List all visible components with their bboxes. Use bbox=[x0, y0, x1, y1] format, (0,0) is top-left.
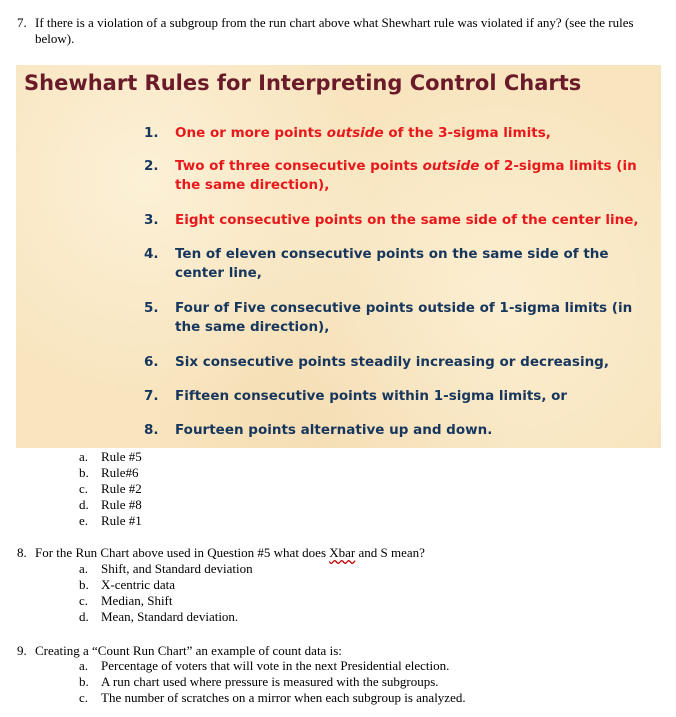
option-text: Mean, Standard deviation. bbox=[101, 609, 239, 624]
answer-option[interactable] bbox=[79, 674, 466, 690]
question-8-options bbox=[79, 561, 253, 625]
rule-number: 7. bbox=[144, 388, 159, 404]
rule-text: Six consecutive points steadily increasing or decreasing, bbox=[175, 354, 609, 370]
option-letter: b. bbox=[79, 577, 89, 592]
option-text: Rule#6 bbox=[101, 465, 139, 480]
rule-text: Eight consecutive points on the same side of the center line, bbox=[175, 212, 639, 228]
answer-option[interactable] bbox=[79, 497, 142, 513]
question-7-options bbox=[79, 449, 142, 529]
rule-text-part: of 2-sigma limits (in the same direction), bbox=[175, 158, 637, 193]
option-text: Rule #2 bbox=[101, 481, 142, 496]
rule-text: Four of Five consecutive points outside of 1-sigma limits (in the same direction), bbox=[175, 300, 633, 335]
rule-text-part: One or more points bbox=[175, 125, 327, 141]
rule-number: 6. bbox=[144, 354, 159, 370]
rule-number: 1. bbox=[144, 125, 159, 141]
xbar-term: Xbar bbox=[329, 545, 356, 560]
option-letter: c. bbox=[79, 690, 89, 705]
option-letter: a. bbox=[79, 449, 89, 464]
answer-option[interactable] bbox=[79, 481, 142, 497]
rule-text-part: of the 3-sigma limits, bbox=[383, 125, 551, 141]
question-9-options bbox=[79, 658, 466, 706]
answer-option[interactable] bbox=[79, 561, 253, 577]
option-letter: e. bbox=[79, 513, 89, 528]
answer-option[interactable] bbox=[79, 449, 142, 465]
rule-number: 3. bbox=[144, 212, 159, 228]
rule-number: 5. bbox=[144, 300, 159, 316]
question-text-part: and S mean? bbox=[355, 545, 425, 560]
option-text: The number of scratches on a mirror when each subgroup is analyzed. bbox=[101, 690, 466, 705]
option-letter: b. bbox=[79, 465, 89, 480]
option-text: Rule #8 bbox=[101, 497, 142, 512]
option-letter: c. bbox=[79, 593, 89, 608]
option-text: X-centric data bbox=[101, 577, 175, 592]
rule-text-part: Two of three consecutive points bbox=[175, 158, 423, 174]
answer-option[interactable] bbox=[79, 577, 253, 593]
rule-number: 4. bbox=[144, 246, 159, 262]
option-text: Median, Shift bbox=[101, 593, 173, 608]
rule-text: Ten of eleven consecutive points on the same side of the center line, bbox=[175, 246, 609, 281]
question-9 bbox=[17, 643, 342, 659]
question-9-text: Creating a “Count Run Chart” an example of count data is: bbox=[35, 643, 342, 658]
rule-text bbox=[175, 124, 640, 143]
rule-text: Fifteen consecutive points within 1-sigma limits, or bbox=[175, 388, 568, 404]
answer-option[interactable] bbox=[79, 658, 466, 674]
rule-emphasis: outside bbox=[422, 158, 480, 174]
answer-option[interactable] bbox=[79, 690, 466, 706]
option-letter: d. bbox=[79, 609, 89, 624]
shewhart-rules-panel bbox=[16, 65, 661, 448]
option-letter: b. bbox=[79, 674, 89, 689]
answer-option[interactable] bbox=[79, 465, 142, 481]
option-text: Percentage of voters that will vote in the next Presidential election. bbox=[101, 658, 450, 673]
question-7-text: If there is a violation of a subgroup from the run chart above what Shewhart rule was violated if any? (see the rules below). bbox=[35, 15, 634, 46]
option-letter: a. bbox=[79, 658, 89, 673]
answer-option[interactable] bbox=[79, 593, 253, 609]
rule-text bbox=[175, 157, 640, 195]
question-8 bbox=[17, 545, 425, 561]
question-8-text bbox=[35, 545, 425, 560]
question-9-number: 9. bbox=[17, 643, 27, 658]
rule-number: 8. bbox=[144, 422, 159, 438]
option-text: Shift, and Standard deviation bbox=[101, 561, 253, 576]
question-7-number: 7. bbox=[17, 15, 27, 30]
rule-number: 2. bbox=[144, 158, 159, 174]
question-7 bbox=[17, 15, 655, 47]
option-text: Rule #5 bbox=[101, 449, 142, 464]
option-letter: d. bbox=[79, 497, 89, 512]
rule-text: Fourteen points alternative up and down. bbox=[175, 422, 493, 438]
answer-option[interactable] bbox=[79, 513, 142, 529]
question-8-number: 8. bbox=[17, 545, 27, 560]
panel-title: Shewhart Rules for Interpreting Control Charts bbox=[24, 71, 582, 95]
question-text-part: For the Run Chart above used in Question #5 what does bbox=[35, 545, 330, 560]
option-text: Rule #1 bbox=[101, 513, 142, 528]
option-letter: a. bbox=[79, 561, 89, 576]
answer-option[interactable] bbox=[79, 609, 253, 625]
option-letter: c. bbox=[79, 481, 89, 496]
option-text: A run chart used where pressure is measured with the subgroups. bbox=[101, 674, 439, 689]
rule-emphasis: outside bbox=[326, 125, 384, 141]
